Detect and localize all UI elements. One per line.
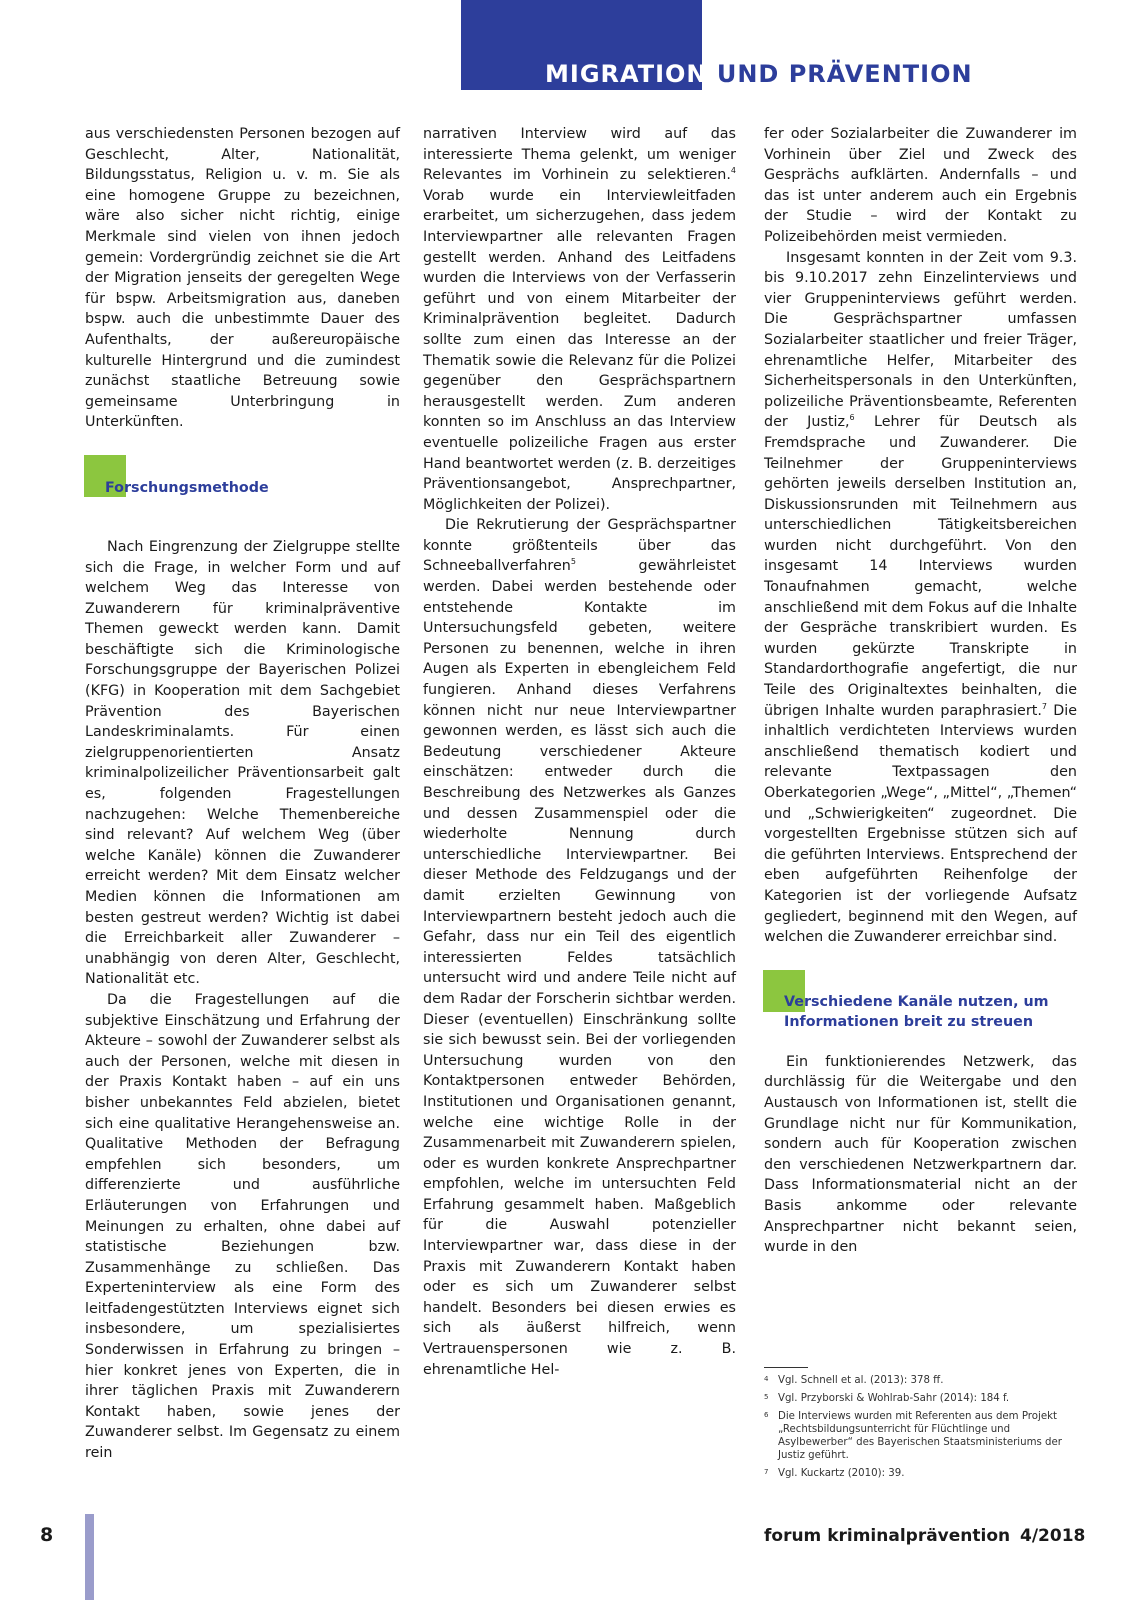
header-title-part1: MIGRATION	[545, 60, 708, 88]
footnote	[764, 1467, 1077, 1480]
section-title: Forschungsmethode	[105, 479, 269, 496]
footnote-text: Vgl. Schnell et al. (2013): 378 ff.	[778, 1375, 944, 1386]
footnotes	[764, 1367, 1077, 1485]
footnote-ref: 6	[849, 413, 855, 423]
paragraph: aus verschiedensten Personen bezogen auf Geschlecht, Alter, Nationalität, Bildungsstatus, Religion u. v. m. Sie als eine homogene Gruppe zu bezeichnen, wäre also sicher nicht richtig, einige Merkmale sind vielen von ihnen jedoch gemein: Vordergründig zeichnet sie die Art der Migration jenseits der geregelten Wege für bspw. Arbeitsmigration aus, daneben bspw. auch die unbestimmte Dauer des Aufenthalts, der außereuropäische kulturelle Hintergrund und die zumindest zunächst staatliche Betreuung sowie gemeinsame Unterbringung in Unterkünften.	[85, 126, 400, 431]
text-column-2	[423, 124, 736, 1380]
footnote-number: 7	[764, 1468, 769, 1476]
footnote-text: Die Interviews wurden mit Referenten aus dem Projekt „Rechtsbildungsunterricht für Flüchtlinge und Asylbewerber“ des Bayerischen Staatsministeriums der Justiz geführt.	[778, 1411, 1062, 1461]
text-run: Die Rekrutierung der Gesprächspartner konnte größtenteils über das Schneeballverfahren	[423, 517, 736, 575]
text-run: Insgesamt konnten in der Zeit vom 9.3. bis 9.10.2017 zehn Einzelinterviews und vier Gruppeninterviews geführt werden. Die Gesprächspartner umfassen Sozialarbeiter staatlicher und freier Träger, ehrenamtliche Helfer, Mitarbeiter des Sicherheitspersonals in den Unterkünften, polizeiliche Präventionsbeamte, Referenten der Justiz,	[764, 249, 1077, 431]
paragraph: Ein funktionierendes Netzwerk, das durchlässig für die Weitergabe und den Austausch von Informationen ist, stellt die Grundlage nicht nur für Kommunikation, sondern auch für Kooperation zwischen den verschiedenen Netzwerkpartnern dar. Dass Informationsmaterial nicht an der Basis ankomme oder relevante Ansprechpartner nicht bekannt seien, wurde in den	[764, 1053, 1077, 1256]
text-run: Die inhaltlich verdichteten Interviews wurden anschließend thematisch kodiert und relevante Textpassagen den Oberkategorien „Wege“, „Mittel“, „Themen“ und „Schwierigkeiten“ zugeordnet. Die vorgestellten Ergebnisse stützen sich auf die geführten Interviews. Entsprechend der eben aufgeführten Reihenfolge der Kategorien ist der vorliegende Aufsatz gegliedert, beginnend mit den Wegen, auf welchen die Zuwanderer erreichbar sind.	[764, 702, 1077, 946]
footnote	[764, 1410, 1077, 1462]
text-column-1	[85, 124, 400, 1464]
text-column-3	[764, 124, 1077, 1258]
paragraph	[423, 515, 736, 1380]
footnote	[764, 1374, 1077, 1387]
paragraph: Nach Eingrenzung der Zielgruppe stellte sich die Frage, in welcher Form und auf welchem Weg das Interesse von Zuwanderern für kriminalpräventive Themen geweckt werden kann. Damit beschäftigte sich die Kriminologische Forschungsgruppe der Bayerischen Polizei (KFG) in Kooperation mit dem Sachgebiet Prävention des Bayerischen Landeskriminalamts. Für einen zielgruppenorientierten Ansatz kriminalpolizeilicher Präventionsarbeit galt es, folgenden Fragestellungen nachzugehen: Welche Themenbereiche sind relevant? Auf welchem Weg (über welche Kanäle) können die Zuwanderer erreicht werden? Mit dem Einsatz welcher Medien können die Informationen am besten gestreut werden? Wichtig ist dabei die Erreichbarkeit aller Zuwanderer – unabhängig von deren Alter, Geschlecht, Nationalität etc.	[85, 538, 400, 988]
journal-name: forum kriminalprävention	[764, 1526, 1011, 1546]
page-section-title	[545, 60, 973, 94]
footnote-ref: 4	[730, 166, 736, 176]
section-heading-forschungsmethode	[85, 455, 400, 537]
footer-accent-bar	[85, 1514, 94, 1600]
footnote-text: Vgl. Kuckartz (2010): 39.	[778, 1468, 905, 1479]
text-run: Vorab wurde ein Interviewleitfaden erarbeitet, um sicherzugehen, dass jedem Interviewpartner alle relevanten Fragen gestellt werden. Anhand des Leitfadens wurden die Interviews von der Verfasserin geführt und von einem Mitarbeiter der Kriminalprävention begleitet. Dadurch sollte zum einen das Interesse an der Thematik sowie die Relevanz für die Polizei gegenüber den Gesprächspartnern herausgestellt werden. Zum anderen konnten so im Anschluss an das Interview eventuelle polizeiliche Fragen aus erster Hand beantwortet werden (z. B. derzeitiges Präventionsangebot, Ansprechpartner, Möglichkeiten der Polizei).	[423, 187, 736, 513]
section-heading-kanaele	[764, 970, 1077, 1052]
header-title-part2: UND PRÄVENTION	[716, 60, 973, 88]
paragraph	[423, 124, 736, 515]
footnote-text: Vgl. Przyborski & Wohlrab-Sahr (2014): 184 f.	[778, 1393, 1010, 1404]
paragraph: fer oder Sozialarbeiter die Zuwanderer im Vorhinein über Ziel und Zweck des Gesprächs aufklärten. Andernfalls – und das ist unter anderem auch ein Ergebnis der Studie – wird der Kontakt zu Polizeibehörden meist vermieden.	[764, 126, 1077, 245]
footnote-number: 4	[764, 1375, 769, 1383]
paragraph: Da die Fragestellungen auf die subjektive Einschätzung und Erfahrung der Akteure – sowohl der Zuwanderer selbst als auch der Personen, welche mit diesen in der Praxis Kontakt haben – auf ein uns bisher unbekanntes Feld abzielen, bietet sich eine qualitative Herangehensweise an. Qualitative Methoden der Befragung empfehlen sich besonders, um differenzierte und ausführliche Erläuterungen von Erfahrungen und Meinungen zu erhalten, ohne dabei auf statistische Beziehungen bzw. Zusammenhänge zu schließen. Das Experteninterview als eine Form des leitfadengestützten Interviews eignet sich insbesondere, um spezialisiertes Sonderwissen in Erfahrung zu bringen – hier konkret jenes von Experten, die in ihrer täglichen Praxis mit Zuwanderern Kontakt haben, sowie jenes der Zuwanderer selbst. Im Gegensatz zu einem rein	[85, 991, 400, 1462]
footnote-ref: 5	[570, 557, 576, 567]
section-title: Verschiedene Kanäle nutzen, um Informationen breit zu streuen	[784, 993, 1049, 1030]
text-run: Lehrer für Deutsch als Fremdsprache und Zuwanderer. Die Teilnehmer der Gruppeninterviews gehörten jeweils derselben Institution an, Diskussionsrunden mit Teilnehmern aus unterschiedlichen Tätigkeitsbereichen wurden nicht durchgeführt. Von den insgesamt 14 Interviews wurden Tonaufnahmen gemacht, welche anschließend mit dem Fokus auf die Inhalte der Gespräche transkribiert wurden. Es wurden gekürzte Transkripte in Standardorthografie angefertigt, die nur Teile des Originaltextes beinhalten, die übrigen Inhalte wurden paraphrasiert.	[764, 414, 1077, 719]
issue-number: 4/2018	[1020, 1526, 1086, 1546]
paragraph	[764, 248, 1077, 948]
page-number: 8	[40, 1524, 54, 1546]
footnote-number: 5	[764, 1393, 769, 1401]
footnote-ref: 7	[1041, 701, 1047, 711]
footnote-rule	[764, 1367, 808, 1368]
text-run: narrativen Interview wird auf das interessierte Thema gelenkt, um weniger Relevantes im Vorhinein zu selektieren.	[423, 126, 736, 184]
footnote	[764, 1392, 1077, 1405]
text-run: gewährleistet werden. Dabei werden bestehende oder entstehende Kontakte im Untersuchungsfeld gebeten, weitere Personen zu benennen, welche in ihren Augen als Experten in ebengleichem Feld fungieren. Anhand dieses Verfahrens können nicht nur neue Interviewpartner gewonnen werden, es lässt sich auch die Bedeutung verschiedener Akteure einschätzen: entweder durch die Beschreibung des Netzwerkes als Ganzes und dessen Zusammenspiel oder die wiederholte Nennung durch unterschiedliche Interviewpartner. Bei dieser Methode des Feldzugangs und der damit erzielten Gewinnung von Interviewpartnern besteht jedoch auch die Gefahr, dass nur ein Teil des eigentlich interessierten Feldes tatsächlich untersucht wird und andere Teile nicht auf dem Radar der Forscherin sichtbar werden. Dieser (eventuellen) Einschränkung sollte sie sich bewusst sein. Bei der vorliegenden Untersuchung wurden von den Kontaktpersonen entweder Behörden, Institutionen und Organisationen genannt, welche eine wichtige Rolle in der Zusammenarbeit mit Zuwanderern spielen, oder es wurden konkrete Ansprechpartner empfohlen, welche im untersuchten Feld Erfahrung gesammelt haben. Maßgeblich für die Auswahl potenzieller Interviewpartner war, dass diese in der Praxis mit Zuwanderern Kontakt haben oder es sich um Zuwanderer selbst handelt. Besonders bei diesen erwies es sich als äußerst hilfreich, wenn Vertrauenspersonen wie z. B. ehrenamtliche Hel-	[423, 558, 736, 1378]
footnote-number: 6	[764, 1411, 769, 1419]
